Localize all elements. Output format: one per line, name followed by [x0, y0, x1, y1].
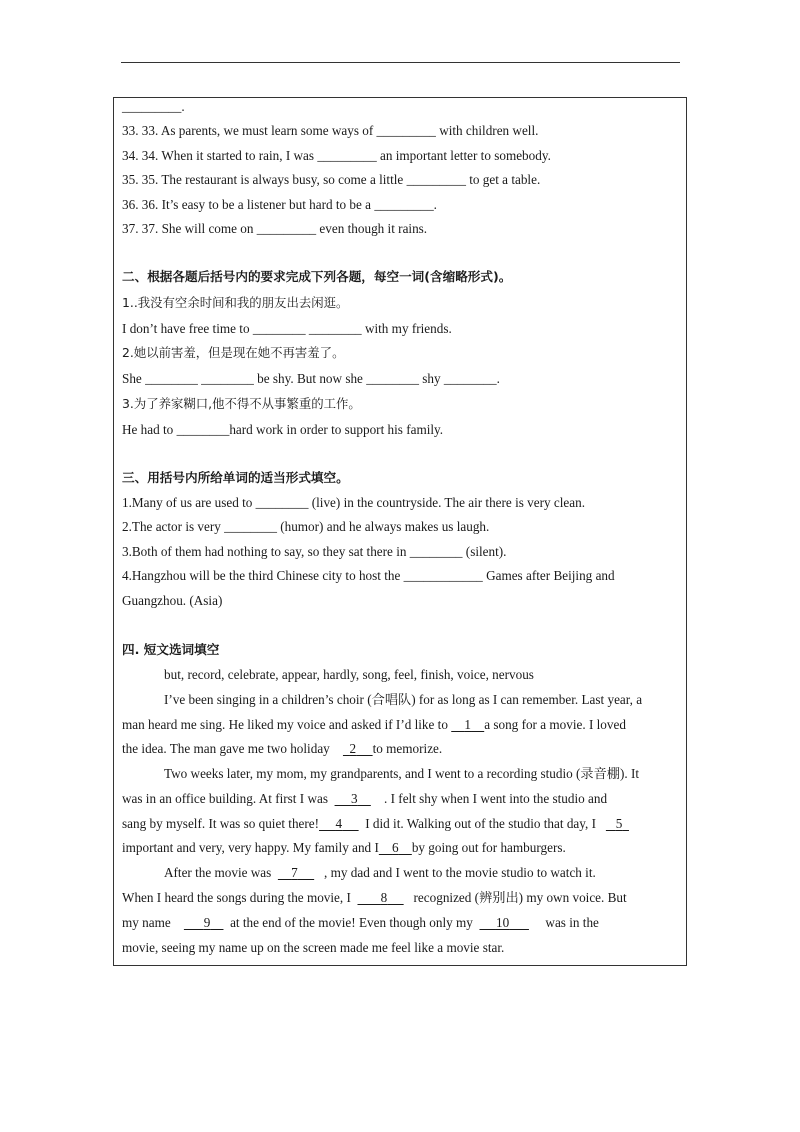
blank-8: 8 — [380, 890, 388, 905]
part3-item-4: 4.Hangzhou will be the third Chinese city to host the ____________ Games after Beijing and — [122, 568, 615, 583]
passage-line-8 — [164, 864, 596, 882]
passage-text: a song for a movie. I loved — [484, 717, 626, 732]
passage-line-5 — [122, 790, 607, 808]
passage-line-1 — [164, 691, 642, 709]
passage-text: When I heard the songs during the movie, I — [122, 890, 351, 905]
part3-item-1: 1.Many of us are used to ________ (live) in the countryside. The air there is very clean. — [122, 495, 586, 510]
part2-item-1-en: I don’t have free time to ________ ________ with my friends. — [122, 321, 452, 336]
passage-text: . I felt shy when I went into the studio and — [384, 791, 608, 806]
part4-heading: 四. 短文选词填空 — [122, 642, 220, 657]
passage-line-6 — [122, 815, 629, 833]
part2-item-2-en: She ________ ________ be shy. But now she ________ shy ________. — [122, 371, 500, 386]
item-34: 34. 34. When it started to rain, I was _________ an important letter to somebody. — [122, 148, 551, 163]
passage-text: at the end of the movie! Even though only my — [230, 915, 473, 930]
blank-7: 7 — [291, 865, 298, 880]
part3-item-3: 3.Both of them had nothing to say, so they sat there in ________ (silent). — [122, 544, 507, 559]
part3-item-2: 2.The actor is very ________ (humor) and he always makes us laugh. — [122, 519, 490, 534]
passage-text: movie, seeing my name up on the screen made me feel like a movie star. — [122, 940, 505, 955]
part2-item-1-zh: 1..我没有空余时间和我的朋友出去闲逛。 — [122, 295, 349, 310]
passage-text: After the movie was — [164, 865, 272, 880]
passage-line-2 — [122, 716, 626, 734]
passage-text: was in an office building. At first I was — [122, 791, 328, 806]
top-fragment: _________. — [122, 99, 185, 114]
passage-text: man heard me sing. He liked my voice and asked if I’d like to — [122, 717, 448, 732]
passage-text: sang by myself. It was so quiet there! — [122, 816, 320, 831]
blank-9: 9 — [203, 915, 211, 930]
blank-10: 10 — [495, 915, 510, 930]
part2-item-3-zh: 3.为了养家糊口,他不得不从事繁重的工作。 — [122, 396, 361, 411]
blank-3: 3 — [351, 791, 358, 806]
passage-text: I did it. Walking out of the studio that day, I — [365, 816, 596, 831]
passage-text: important and very, very happy. My family and I — [122, 840, 379, 855]
passage-line-7 — [122, 839, 566, 857]
item-37: 37. 37. She will come on _________ even though it rains. — [122, 221, 428, 236]
item-33: 33. 33. As parents, we must learn some ways of _________ with children well. — [122, 123, 539, 138]
passage-line-10 — [122, 914, 599, 932]
passage-line-9 — [122, 889, 627, 907]
word-bank: but, record, celebrate, appear, hardly, song, feel, finish, voice, nervous — [164, 667, 534, 682]
passage-text: to memorize. — [372, 741, 443, 756]
part3-heading: 三、用括号内所给单词的适当形式填空。 — [122, 470, 349, 485]
worksheet-frame — [113, 97, 687, 966]
blank-5: 5 — [615, 816, 623, 831]
part2-item-3-en: He had to ________hard work in order to support his family. — [122, 422, 444, 437]
passage-text: the idea. The man gave me two holiday — [122, 741, 330, 756]
blank-4: 4 — [335, 816, 343, 831]
passage-text: , my dad and I went to the movie studio to watch it. — [324, 865, 596, 880]
blank-6: 6 — [392, 840, 399, 855]
passage-text: by going out for hamburgers. — [411, 840, 566, 855]
passage-text: I’ve been singing in a children’s choir (合唱队) for as long as I can remember. Last year, a — [164, 692, 643, 707]
blank-1: 1 — [464, 717, 472, 732]
item-36: 36. 36. It’s easy to be a listener but hard to be a _________. — [122, 197, 437, 212]
part2-item-2-zh: 2.她以前害羞，但是现在她不再害羞了。 — [122, 345, 345, 360]
blank-2: 2 — [349, 741, 357, 756]
passage-line-3 — [122, 740, 442, 758]
item-35: 35. 35. The restaurant is always busy, so come a little _________ to get a table. — [122, 172, 541, 187]
header-rule — [121, 62, 680, 63]
part3-item-4-cont: Guangzhou. (Asia) — [122, 593, 223, 608]
passage-text: recognized (辨别出) my own voice. But — [413, 890, 627, 905]
passage-text: Two weeks later, my mom, my grandparents, and I went to a recording studio (录音棚). It — [164, 766, 640, 781]
passage-text: was in the — [545, 915, 599, 930]
part2-heading: 二、根据各题后括号内的要求完成下列各题，每空一词(含缩略形式)。 — [122, 269, 512, 284]
passage-line-11 — [122, 939, 504, 957]
passage-line-4 — [164, 765, 639, 783]
passage-text: my name — [122, 915, 171, 930]
